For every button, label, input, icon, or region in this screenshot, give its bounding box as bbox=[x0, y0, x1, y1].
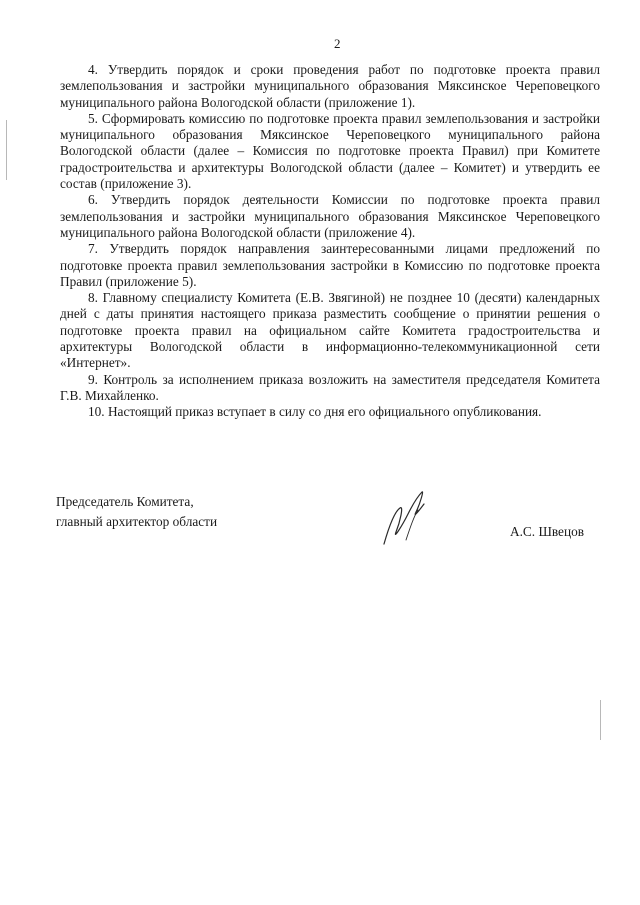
paragraph-5: 5. Сформировать комиссию по подготовке проекта правил землепользования и застройки муниципального образования Мяксинское Череповецкого муниципального района Вологодской области (далее – Комиссия по подготовке проекта Правил) при Комитете градостроительства и архитектуры Вологодской области (далее – Комитет) и утвердить ее состав (приложение 3). bbox=[60, 110, 600, 192]
order-body bbox=[60, 62, 600, 421]
paragraph-7: 7. Утвердить порядок направления заинтересованными лицами предложений по подготовке проекта правил землепользования застройки в Комиссию по подготовке проекта Правил (приложение 5). bbox=[60, 241, 600, 289]
paragraph-10: 10. Настоящий приказ вступает в силу со дня его официального опубликования. bbox=[88, 404, 542, 420]
paragraph-9: 9. Контроль за исполнением приказа возложить на заместителя председателя Комитета Г.В. Михайленко. bbox=[60, 371, 600, 403]
scan-edge-mark bbox=[600, 700, 601, 740]
paragraph-6: 6. Утвердить порядок деятельности Комиссии по подготовке проекта правил землепользования и застройки муниципального образования Мяксинское Череповецкого муниципального района Вологодской области (приложение 4). bbox=[60, 192, 600, 240]
paragraph-4: 4. Утвердить порядок и сроки проведения работ по подготовке проекта правил землепользования и застройки муниципального образования Мяксинское Череповецкого муниципального района Вологодской области (приложение 1). bbox=[60, 62, 600, 110]
scan-edge-mark bbox=[6, 120, 7, 180]
signatory-title bbox=[56, 492, 217, 532]
page-number: 2 bbox=[334, 36, 341, 51]
signatory-name: А.С. Швецов bbox=[510, 524, 585, 539]
handwritten-signature bbox=[378, 482, 442, 552]
paragraph-8: 8. Главному специалисту Комитета (Е.В. Звягиной) не позднее 10 (десяти) календарных дней с даты принятия настоящего приказа разместить сообщение о принятии решения о подготовке проекта правил на официальном сайте Комитета градостроительства и архитектуры Вологодской области в информационно-телекоммуникационной сети «Интернет». bbox=[60, 290, 600, 371]
signatory-title-line2: главный архитектор области bbox=[56, 514, 218, 529]
signatory-title-line1: Председатель Комитета, bbox=[56, 494, 194, 509]
